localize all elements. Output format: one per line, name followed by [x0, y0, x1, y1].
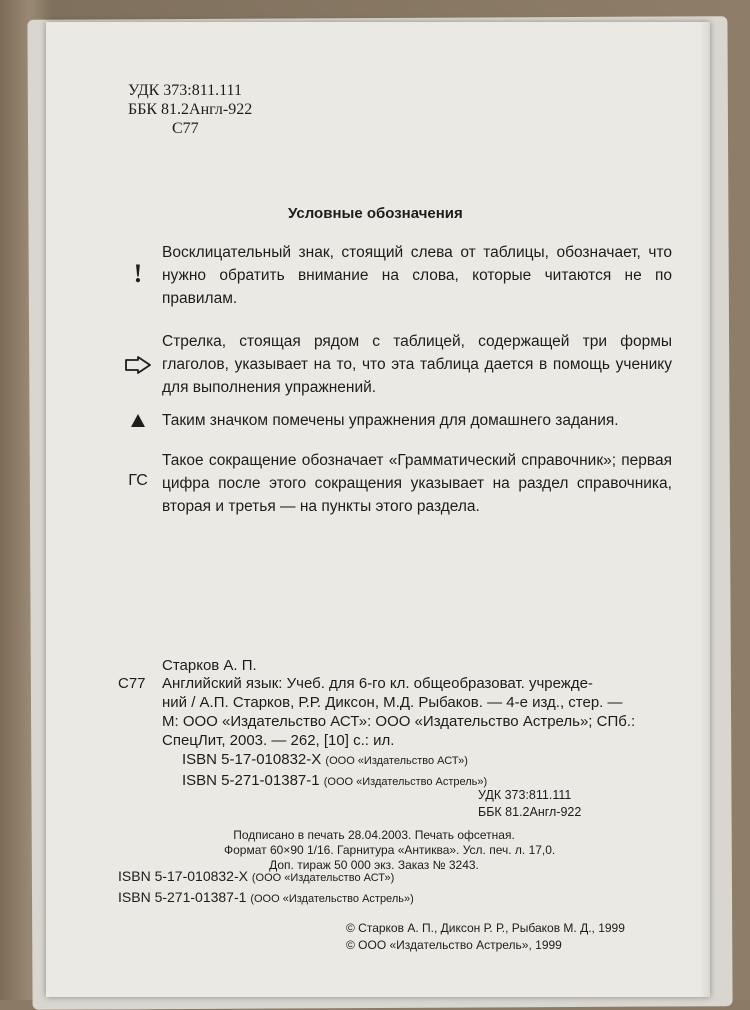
isbn-line: ISBN 5-17-010832-X (ООО «Издательство АСТ»)	[118, 868, 395, 884]
legend-title: Условные обозначения	[288, 205, 463, 222]
copyright-block	[346, 920, 625, 954]
bib-line: СпецЛит, 2003. — 262, [10] с.: ил.	[162, 732, 395, 749]
legend-text: Восклицательный знак, стоящий слева от таблицы, обозначает, что нужно обратить внимание на слова, которые читаются не по правилам.	[162, 244, 672, 307]
bbk-code-2: ББК 81.2Англ-922	[478, 805, 582, 819]
legend-text: Стрелка, стоящая рядом с таблицей, содержащей три формы глаголов, указывает на то, что эта таблица дается в помощь ученику для выполнения упражнений.	[162, 333, 672, 396]
bib-line: Английский язык: Учеб. для 6-го кл. общеобразоват. учрежде-	[162, 675, 593, 692]
pub-line: Подписано в печать 28.04.2003. Печать офсетная.	[233, 828, 515, 842]
bib-isbn: ISBN 5-271-01387-1 (ООО «Издательство Астрель»)	[182, 772, 488, 789]
grammar-reference-icon: ГС	[128, 472, 148, 489]
bib-author-mark: С77	[118, 675, 146, 692]
bib-body	[162, 674, 666, 792]
copyright-line: © Старков А. П., Диксон Р. Р., Рыбаков М. Д., 1999	[346, 921, 625, 935]
isbn-block	[118, 867, 414, 909]
arrow-icon	[118, 356, 158, 379]
udk-code: УДК 373:811.111	[128, 82, 242, 99]
udk-block-2	[478, 787, 581, 821]
legend-text: Такое сокращение обозначает «Грамматический справочник»; первая цифра после этого сокращения указывает на раздел справочника, вторая и третья — на пункты этого раздела.	[162, 452, 672, 515]
author-mark: С77	[172, 120, 199, 137]
copyright-line: © ООО «Издательство Астрель», 1999	[346, 938, 562, 952]
pub-line: Формат 60×90 1/16. Гарнитура «Антиква». Усл. печ. л. 17,0.	[224, 843, 556, 857]
pub-line: Доп. тираж 50 000 экз. Заказ № 3243.	[269, 858, 479, 872]
book-page	[46, 22, 710, 997]
bib-isbn: ISBN 5-17-010832-X (ООО «Издательство АСТ»)	[182, 751, 468, 768]
udk-block	[128, 81, 252, 138]
bib-line: ний / А.П. Старков, Р.Р. Диксон, М.Д. Рыбаков. — 4-е изд., стер. —	[162, 694, 623, 711]
bib-author: Старков А. П.	[162, 657, 257, 674]
exclamation-icon: !	[133, 259, 143, 288]
bbk-code: ББК 81.2Англ-922	[128, 101, 253, 118]
triangle-icon	[118, 414, 158, 427]
isbn-line: ISBN 5-271-01387-1 (ООО «Издательство Астрель»)	[118, 889, 414, 905]
legend-text: Таким значком помечены упражнения для домашнего задания.	[162, 412, 619, 429]
udk-code-2: УДК 373:811.111	[478, 788, 572, 802]
bib-line: М: ООО «Издательство АСТ»: ООО «Издательство Астрель»; СПб.:	[162, 713, 636, 730]
